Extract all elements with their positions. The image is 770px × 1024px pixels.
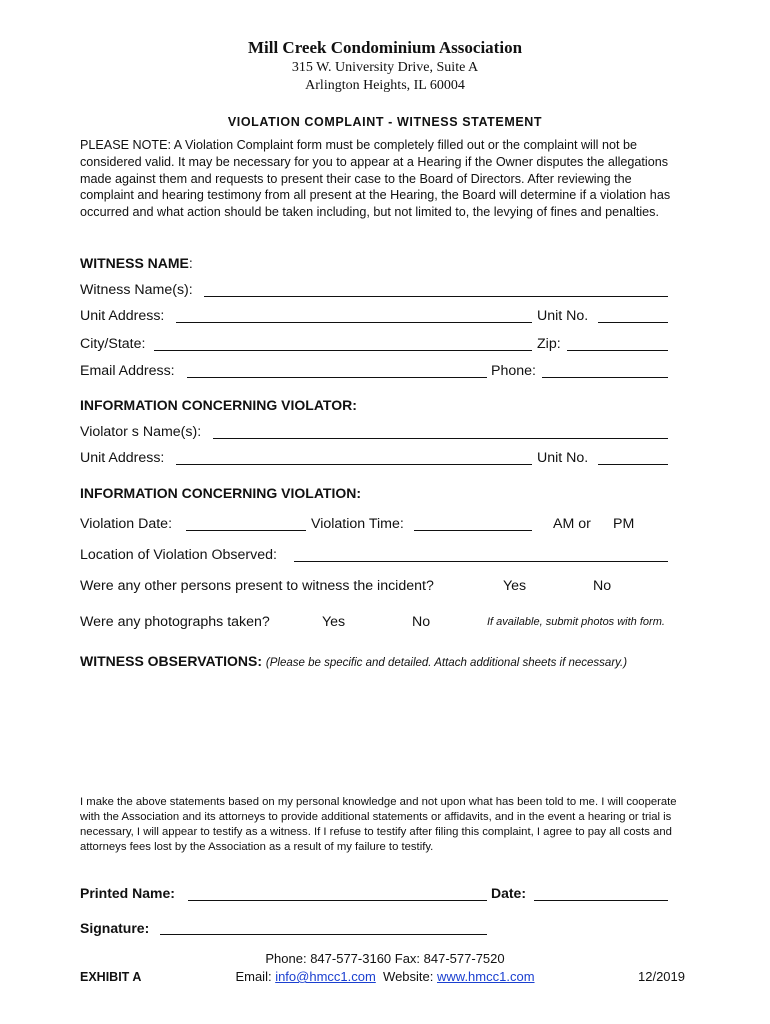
- printed-name-label: Printed Name:: [80, 885, 175, 901]
- witness-unit-no-input[interactable]: [600, 306, 666, 324]
- violation-section-heading: INFORMATION CONCERNING VIOLATION:: [80, 485, 362, 501]
- witness-statement-paragraph: I make the above statements based on my personal knowledge and not upon what has been told to me. I will cooperate with the Association and its attorneys to provide additional statements or affidavits, and in the event a hearing or trial is necessary, I will appear to testify as a witness. If I refuse to testify after filing this complaint, I agree to pay all costs and attorneys fees lost by the Association as a result of my failure to testify.: [80, 796, 677, 853]
- violator-name-label: Violator s Name(s):: [80, 424, 202, 440]
- violation-date-label: Violation Date:: [80, 516, 173, 532]
- violation-date-input[interactable]: [188, 514, 304, 532]
- witness-unit-no-label: Unit No.: [537, 308, 589, 324]
- signature-label: Signature:: [80, 920, 150, 936]
- witness-unit-address-input[interactable]: [178, 306, 530, 324]
- form-title: VIOLATION COMPLAINT - WITNESS STATEMENT: [227, 115, 543, 129]
- violation-time-input[interactable]: [416, 514, 530, 532]
- others-present-yes-option[interactable]: Yes: [503, 578, 527, 594]
- violator-section-heading: INFORMATION CONCERNING VIOLATOR:: [80, 397, 357, 413]
- witness-unit-address-label: Unit Address:: [80, 308, 165, 324]
- observations-textarea[interactable]: [80, 676, 690, 786]
- violation-time-label: Violation Time:: [311, 516, 404, 532]
- observations-hint: (Please be specific and detailed. Attach additional sheets if necessary.): [265, 657, 628, 669]
- witness-section-heading: [80, 255, 193, 271]
- witness-phone-label: Phone:: [491, 363, 536, 379]
- others-present-no-option[interactable]: No: [593, 578, 612, 594]
- witness-phone-input[interactable]: [544, 361, 666, 379]
- photos-question: Were any photographs taken?: [80, 614, 270, 630]
- association-name: Mill Creek Condominium Association: [247, 38, 523, 57]
- violator-unit-no-input[interactable]: [600, 448, 666, 466]
- address-line-1: 315 W. University Drive, Suite A: [291, 60, 479, 75]
- footer-phone-fax: Phone: 847-577-3160 Fax: 847-577-7520: [265, 951, 505, 966]
- footer-website-link[interactable]: www.hmcc1.com: [437, 969, 535, 984]
- pm-option[interactable]: PM: [613, 516, 635, 532]
- violator-unit-address-input[interactable]: [178, 448, 530, 466]
- observations-heading-text: WITNESS OBSERVATIONS:: [80, 653, 263, 669]
- exhibit-label: EXHIBIT A: [80, 970, 142, 984]
- witness-heading-text: WITNESS NAME: [80, 255, 189, 271]
- witness-email-label: Email Address:: [80, 363, 175, 379]
- revision-date: 12/2019: [638, 969, 685, 984]
- witness-zip-input[interactable]: [569, 334, 666, 352]
- photos-hint: If available, submit photos with form.: [487, 616, 665, 628]
- violator-name-input[interactable]: [215, 422, 666, 440]
- witness-name-label: Witness Name(s):: [80, 282, 193, 298]
- others-present-question: Were any other persons present to witness the incident?: [80, 578, 434, 594]
- signoff-date-label: Date:: [491, 885, 527, 901]
- witness-name-input[interactable]: [206, 280, 666, 298]
- photos-no-option[interactable]: No: [412, 614, 431, 630]
- address-line-2: Arlington Heights, IL 60004: [305, 78, 465, 93]
- signature-input[interactable]: [162, 918, 485, 936]
- footer-email-label: Email:: [235, 969, 276, 984]
- footer-website-label: Website:: [375, 969, 437, 984]
- witness-email-input[interactable]: [189, 361, 485, 379]
- witness-heading-colon: :: [188, 255, 193, 271]
- am-option[interactable]: AM or: [553, 516, 591, 532]
- witness-city-state-label: City/State:: [80, 336, 146, 352]
- violator-unit-no-label: Unit No.: [537, 450, 589, 466]
- violator-unit-address-label: Unit Address:: [80, 450, 165, 466]
- witness-city-state-input[interactable]: [156, 334, 530, 352]
- witness-zip-label: Zip:: [537, 336, 561, 352]
- please-note-paragraph: PLEASE NOTE: A Violation Complaint form must be completely filled out or the complaint will not be considered valid. It may be necessary for you to appear at a Hearing if the Owner disputes the allegations made against them and requests to present their case to the Board of Directors. After reviewing the complaint and hearing testimony from all present at the Hearing, the Board will determine if a violation has occurred and what action should be taken including, but not limited to, the levying of fines and penalties.: [80, 138, 671, 220]
- signoff-date-input[interactable]: [536, 884, 666, 902]
- footer-email-link[interactable]: info@hmcc1.com: [275, 969, 376, 984]
- observations-heading: [80, 653, 627, 669]
- location-input[interactable]: [296, 545, 666, 563]
- printed-name-input[interactable]: [190, 884, 485, 902]
- location-label: Location of Violation Observed:: [80, 547, 277, 563]
- photos-yes-option[interactable]: Yes: [322, 614, 346, 630]
